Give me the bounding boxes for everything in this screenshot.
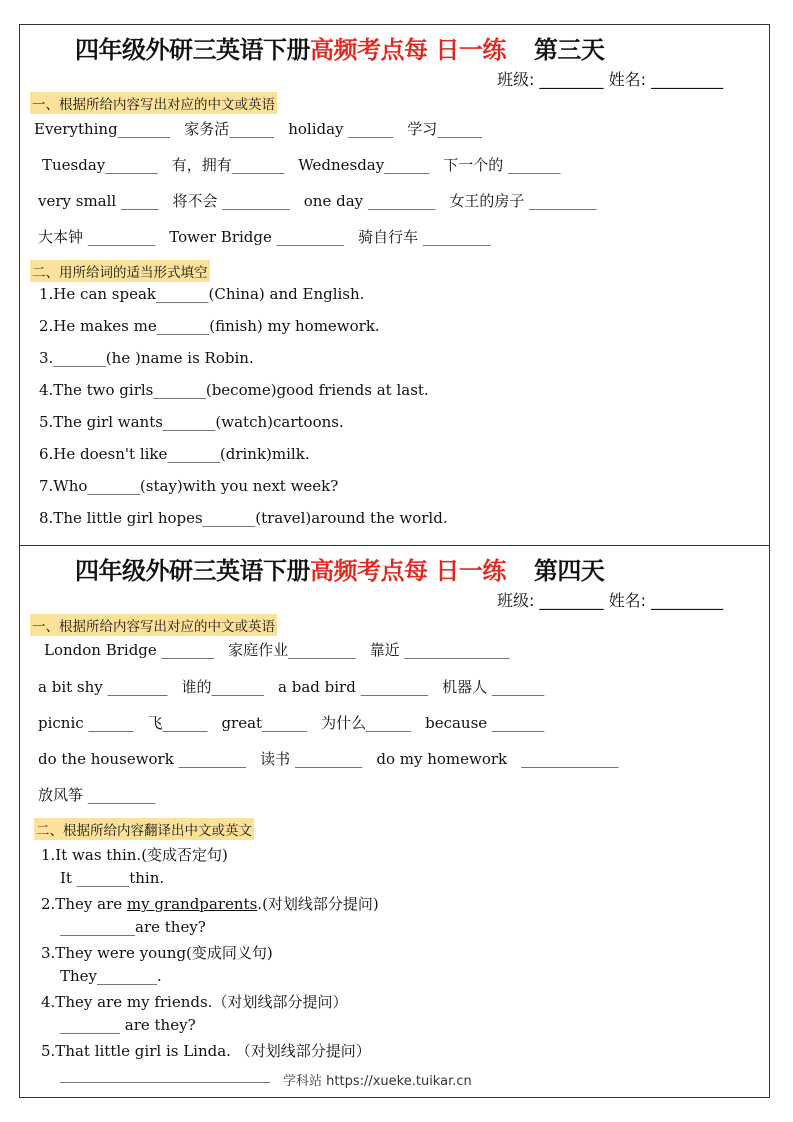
day3-vocab-row-1: Everything_______ 家务活______ holiday ______ 学习______ bbox=[34, 120, 483, 138]
class-blank: ________ bbox=[539, 70, 604, 89]
day4-vocab-row-3: picnic ______ 飞______ great______ 为什么______ because _______ bbox=[38, 714, 545, 732]
day3-sentence-4: 4.The two girls_______(become)good friends at last. bbox=[39, 381, 429, 399]
day4-vocab-row-2: a bit shy ________ 谁的_______ a bad bird _________ 机器人 _______ bbox=[38, 678, 545, 696]
day4-question-1: 1.It was thin.(变成否定句) bbox=[41, 846, 228, 864]
day3-section1-title: 一、根据所给内容写出对应的中文或英语 bbox=[30, 92, 277, 114]
day3-worksheet bbox=[19, 24, 770, 546]
day3-section2-title: 二、用所给词的适当形式填空 bbox=[30, 260, 210, 282]
day4-answer-3: They________. bbox=[60, 967, 162, 985]
day4-question-2: 2.They are my grandparents.(对划线部分提问) bbox=[41, 895, 379, 913]
day3-vocab-row-3: very small _____ 将不会 _________ one day _________ 女王的房子 _________ bbox=[38, 192, 597, 210]
day4-vocab-row-5: 放风筝 _________ bbox=[38, 786, 156, 804]
watermark: 学科站 https://xueke.tuikar.cn bbox=[283, 1074, 472, 1089]
name-blank: _________ bbox=[651, 70, 724, 89]
day4-section1-title: 一、根据所给内容写出对应的中文或英语 bbox=[30, 614, 277, 636]
day4-section2-title: 二、根据所给内容翻译出中文或英文 bbox=[34, 818, 254, 840]
day4-answer-4: ________ are they? bbox=[60, 1016, 196, 1034]
day3-sentence-5: 5.The girl wants_______(watch)cartoons. bbox=[39, 413, 344, 431]
day3-sentence-6: 6.He doesn't like_______(drink)milk. bbox=[39, 445, 310, 463]
day3-sentence-8: 8.The little girl hopes_______(travel)around the world. bbox=[39, 509, 448, 527]
day3-sentence-7: 7.Who_______(stay)with you next week? bbox=[39, 477, 339, 495]
day3-sentence-1: 1.He can speak_______(China) and English. bbox=[39, 285, 365, 303]
day3-vocab-row-2: Tuesday_______ 有，拥有_______ Wednesday______ 下一个的 _______ bbox=[42, 156, 561, 174]
day4-title: 四年级外研三英语下册高频考点每 日一练 第四天 bbox=[75, 557, 605, 585]
day4-answer-5: ____________________________ bbox=[60, 1065, 270, 1083]
name-blank: _________ bbox=[651, 591, 724, 610]
day4-question-5: 5.That little girl is Linda. （对划线部分提问） bbox=[41, 1042, 371, 1060]
day3-sentence-3: 3._______(he )name is Robin. bbox=[39, 349, 254, 367]
day3-title: 四年级外研三英语下册高频考点每 日一练 第三天 bbox=[75, 36, 605, 64]
day4-class-name-line: 班级: ________ 姓名: _________ bbox=[497, 591, 724, 610]
day4-question-4: 4.They are my friends.（对划线部分提问） bbox=[41, 993, 348, 1011]
day3-vocab-row-4: 大本钟 _________ Tower Bridge _________ 骑自行车 _________ bbox=[38, 228, 491, 246]
day4-answer-1: It _______thin. bbox=[60, 869, 165, 887]
day4-question-3: 3.They were young(变成同义句) bbox=[41, 944, 273, 962]
day4-vocab-row-4: do the housework _________ 读书 _________ do my homework _____________ bbox=[38, 750, 619, 768]
class-blank: ________ bbox=[539, 591, 604, 610]
day4-vocab-row-1: London Bridge _______ 家庭作业_________ 靠近 ______________ bbox=[44, 641, 510, 659]
day3-class-name-line: 班级: ________ 姓名: _________ bbox=[497, 70, 724, 89]
day3-sentence-2: 2.He makes me_______(finish) my homework. bbox=[39, 317, 380, 335]
day4-worksheet bbox=[19, 545, 770, 1098]
underlined-phrase: my grandparents bbox=[126, 895, 258, 913]
day4-answer-2: __________are they? bbox=[60, 918, 206, 936]
